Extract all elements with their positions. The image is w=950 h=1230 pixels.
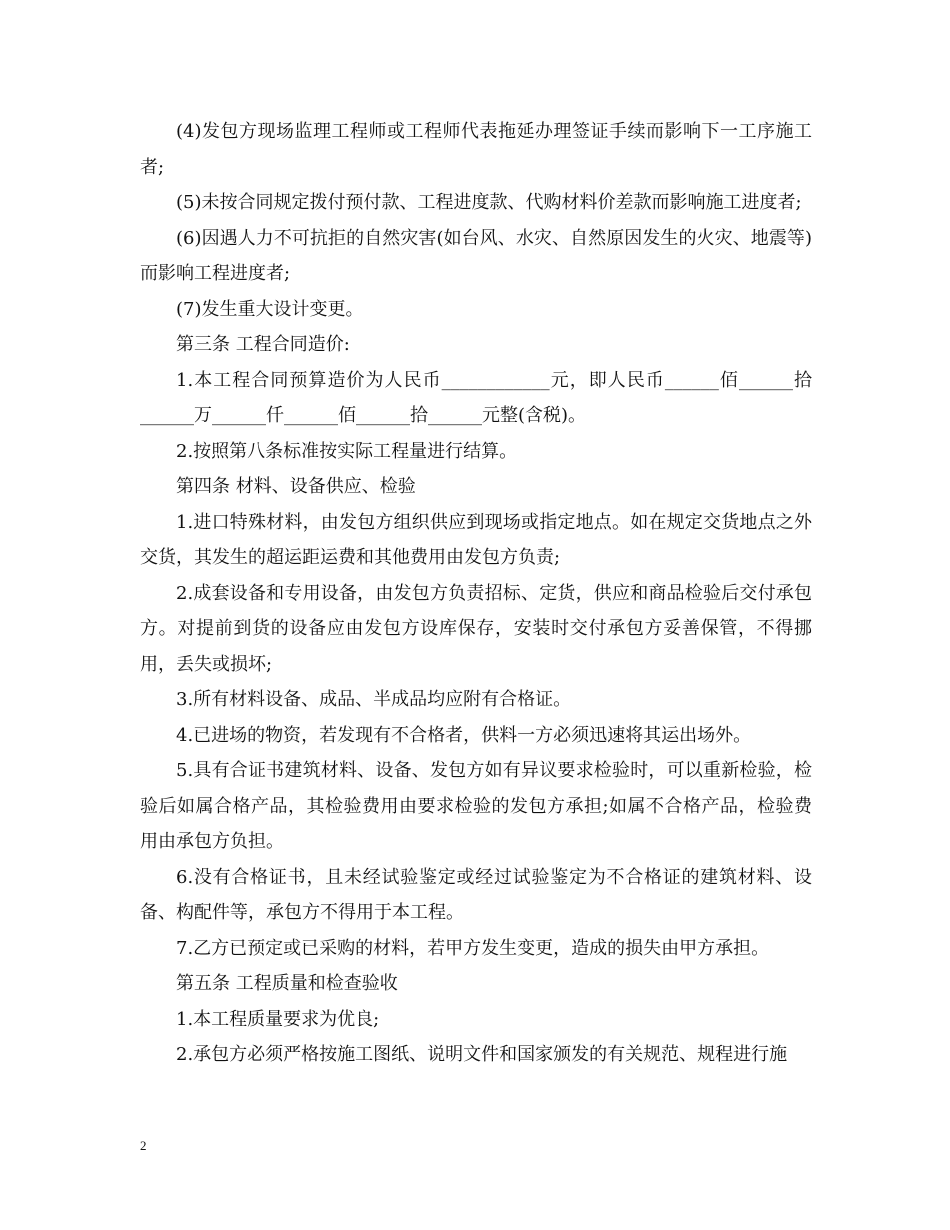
document-body (140, 114, 812, 1073)
paragraph: 1.本工程质量要求为优良; (176, 1008, 380, 1030)
paragraph: 5.具有合证书建筑材料、设备、发包方如有异议要求检验时，可以重新检验，检验后如属合格产品，其检验费用由要求检验的发包方承担;如属不合格产品，检验费用由承包方负担。 (140, 760, 812, 852)
paragraph: 2.成套设备和专用设备，由发包方负责招标、定货，供应和商品检验后交付承包方。对提前到货的设备应由发包方设库保存，安装时交付承包方妥善保管，不得挪用，丢失或损坏; (140, 582, 812, 675)
paragraph: 7.乙方已预定或已采购的材料，若甲方发生变更，造成的损失由甲方承担。 (176, 937, 770, 959)
section-heading: 第三条 工程合同造价: (176, 334, 350, 355)
paragraph: (6)因遇人力不可抗拒的自然灾害(如台风、水灾、自然原因发生的火灾、地震等)而影响工程进度者; (140, 227, 812, 284)
paragraph: 1.本工程合同预算造价为人民币____________元，即人民币______佰______拾______万______仟______佰______拾______元整(含税)。 (140, 369, 812, 426)
paragraph: 2.承包方必须严格按施工图纸、说明文件和国家颁发的有关规范、规程进行施 (176, 1044, 788, 1065)
paragraph: (5)未按合同规定拨付预付款、工程进度款、代购材料价差款而影响施工进度者; (176, 192, 802, 213)
page-number: 2 (140, 1138, 147, 1153)
paragraph: (7)发生重大设计变更。 (176, 298, 364, 320)
section-heading: 第五条 工程质量和检查验收 (176, 973, 398, 994)
paragraph: 6.没有合格证书，且未经试验鉴定或经过试验鉴定为不合格证的建筑材料、设备、构配件等，承包方不得用于本工程。 (140, 866, 812, 923)
section-heading: 第四条 材料、设备供应、检验 (176, 476, 416, 497)
paragraph: 2.按照第八条标准按实际工程量进行结算。 (176, 440, 518, 462)
paragraph: (4)发包方现场监理工程师或工程师代表拖延办理签证手续而影响下一工序施工者; (140, 121, 812, 178)
paragraph: 4.已进场的物资，若发现有不合格者，供料一方必须迅速将其运出场外。 (176, 724, 752, 746)
paragraph: 3.所有材料设备、成品、半成品均应附有合格证。 (176, 689, 572, 710)
paragraph: 1.进口特殊材料，由发包方组织供应到现场或指定地点。如在规定交货地点之外交货，其发生的超运距运费和其他费用由发包方负责; (140, 511, 812, 568)
